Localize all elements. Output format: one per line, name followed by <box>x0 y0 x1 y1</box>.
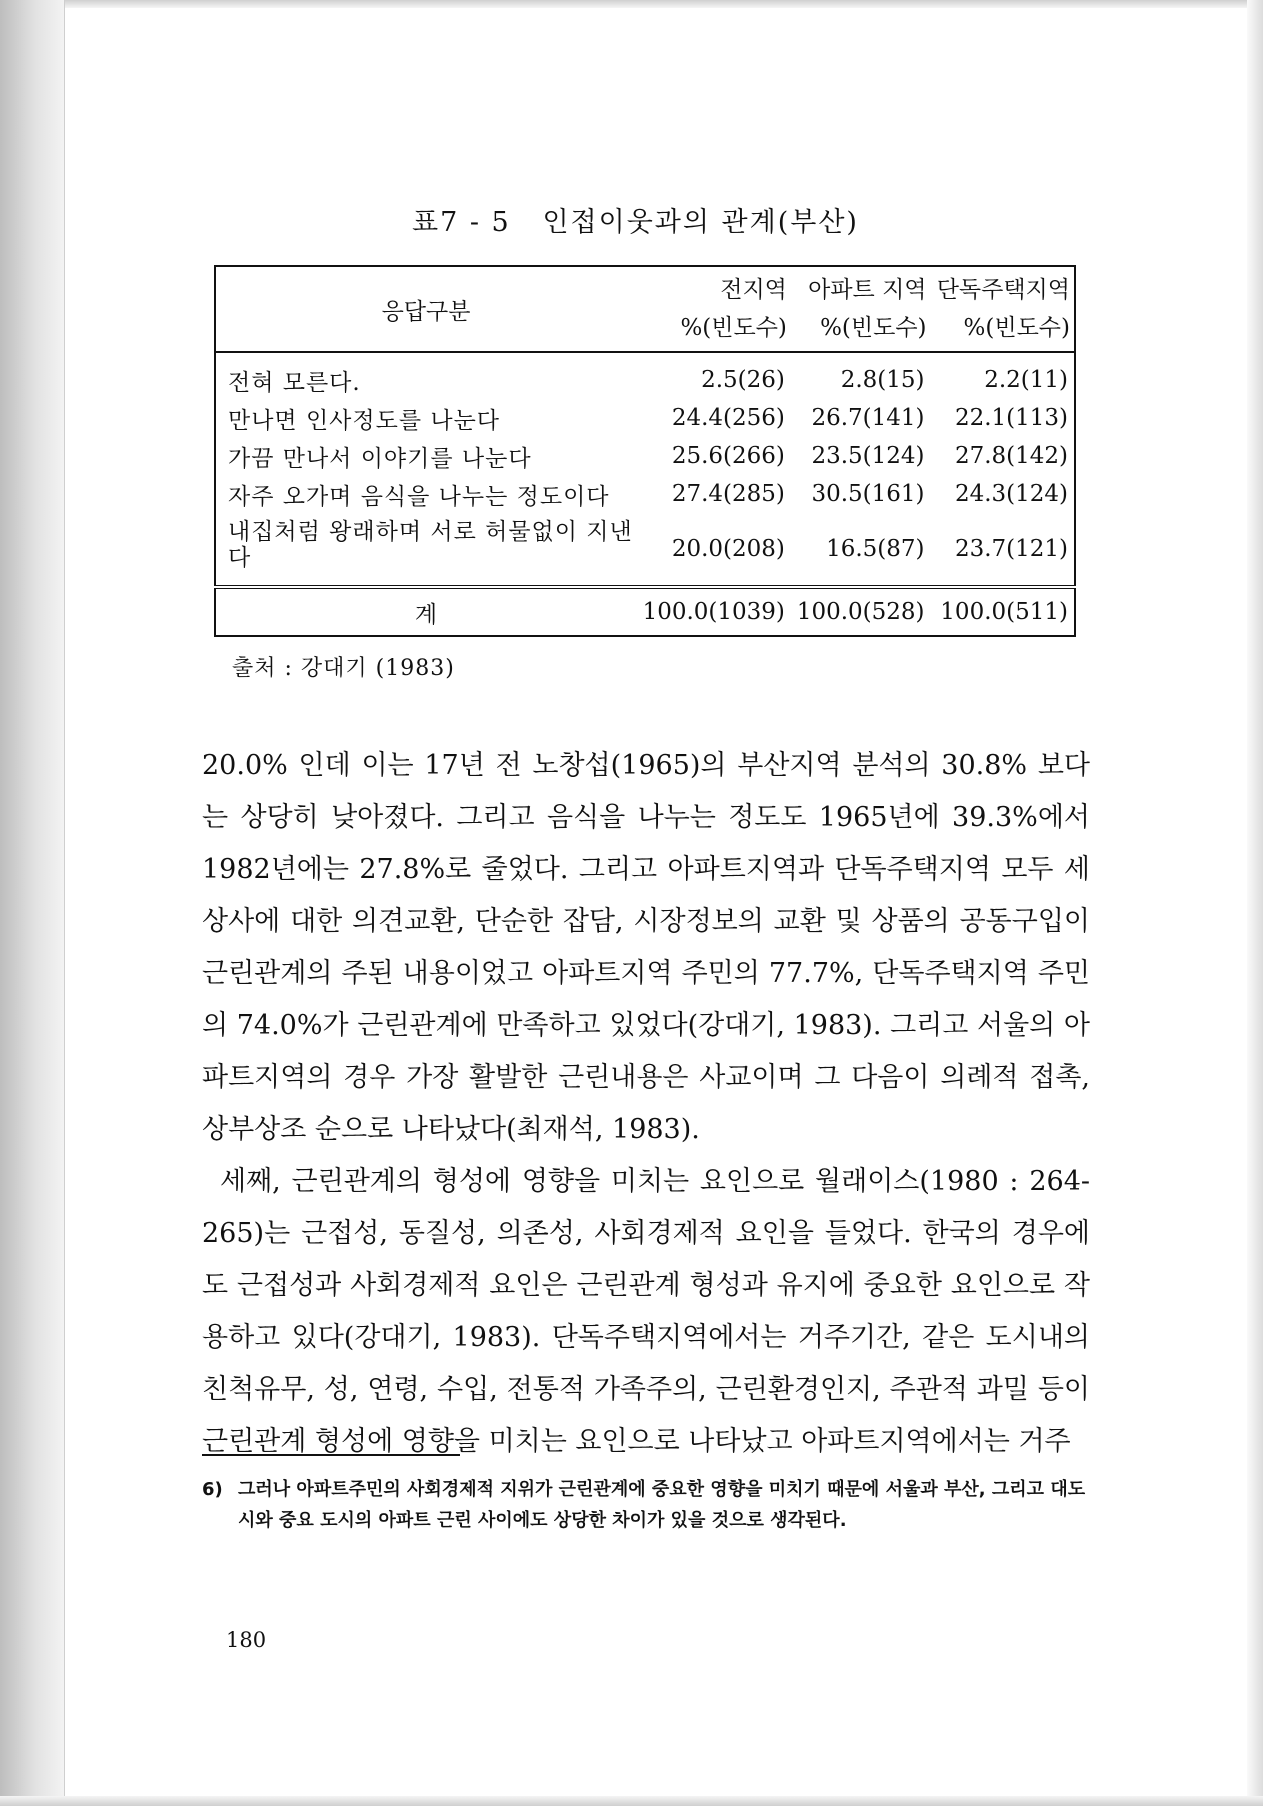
cell-value: 26.7(141) <box>811 405 925 431</box>
cell-value: 30.5(161) <box>811 481 925 507</box>
header-col-apartment <box>791 266 931 352</box>
header-col-apartment-unit: %(빈도수) <box>820 315 927 341</box>
cell-value: 2.8(15) <box>840 367 925 393</box>
data-table <box>214 265 1076 637</box>
header-row-label: 응답구분 <box>215 266 636 352</box>
cell-value: 2.5(26) <box>701 367 785 393</box>
cell-value: 24.3(124) <box>954 481 1068 507</box>
book-top-edge <box>0 0 1263 8</box>
row-label: 내집처럼 왕래하며 서로 허물없이 지낸다 <box>228 519 633 571</box>
footnote-number: 6) <box>202 1479 223 1500</box>
row-label: 자주 오가며 음식을 나누는 정도이다 <box>228 483 610 510</box>
table-row <box>215 475 1075 513</box>
table-source: 출처 : 강대기 (1983) <box>232 656 455 681</box>
row-label: 가끔 만나서 이야기를 나눈다 <box>228 445 532 472</box>
cell-value: 23.5(124) <box>811 443 925 469</box>
footnote-divider <box>202 1454 460 1456</box>
row-label: 만나면 인사정도를 나눈다 <box>228 407 501 434</box>
total-value: 100.0(1039) <box>636 587 791 636</box>
body-paragraph: 세째, 근린관계의 형성에 영향을 미치는 요인으로 월래이스(1980 : 264-265)는 근접성, 동질성, 의존성, 사회경제적 요인을 들었다. 한국의 경우에도 근접성과 사회경제적 요인은 근린관계 형성과 유지에 중요한 요인으로 작용하고 있다(강대기, 1983). 단독주택지역에서는 거주기간, 같은 도시내의 친척유무, 성, 연령, 수입, 전통적 가족주의, 근린환경인지, 주관적 과밀 등이 근린관계 형성에 영향을 미치는 요인으로 나타났고 아파트지역에서는 거주 <box>202 1166 1090 1457</box>
cell-value: 20.0(208) <box>671 536 785 562</box>
total-label: 계 <box>215 587 636 636</box>
book-spine-edge <box>0 0 65 1806</box>
header-col-detached <box>931 266 1075 352</box>
body-paragraph: 20.0% 인데 이는 17년 전 노창섭(1965)의 부산지역 분석의 30.8% 보다는 상당히 낮아졌다. 그리고 음식을 나누는 정도도 1965년에 39.3%에서 1982년에는 27.8%로 줄었다. 그리고 아파트지역과 단독주택지역 모두 세상사에 대한 의견교환, 단순한 잡담, 시장정보의 교환 및 상품의 공동구입이 근린관계의 주된 내용이었고 아파트지역 주민의 77.7%, 단독주택지역 주민의 74.0%가 근린관계에 만족하고 있었다(강대기, 1983). 그리고 서울의 아파트지역의 경우 가장 활발한 근린내용은 사교이며 그 다음이 의례적 접촉, 상부상조 순으로 나타났다(최재석, 1983). <box>202 750 1090 1145</box>
cell-value: 27.8(142) <box>954 443 1068 469</box>
row-label: 전혀 모른다. <box>228 369 361 396</box>
cell-value: 16.5(87) <box>826 536 925 562</box>
cell-value: 22.1(113) <box>954 405 1068 431</box>
body-text <box>202 740 1090 1468</box>
cell-value: 24.4(256) <box>671 405 785 431</box>
table-row <box>215 437 1075 475</box>
table-title: 표7 - 5 인접이웃과의 관계(부산) <box>412 207 859 238</box>
header-col-all <box>636 266 791 352</box>
header-col-all-unit: %(빈도수) <box>680 315 787 341</box>
header-col-detached-unit: %(빈도수) <box>963 315 1070 341</box>
table-row <box>215 352 1075 399</box>
total-value: 100.0(511) <box>931 587 1075 636</box>
cell-value: 2.2(11) <box>984 367 1068 393</box>
table-row <box>215 399 1075 437</box>
book-bottom-edge <box>0 1796 1263 1806</box>
page-right-shadow <box>1247 0 1263 1806</box>
header-col-detached-name: 단독주택지역 <box>936 277 1070 303</box>
table-total-row <box>215 587 1075 636</box>
cell-value: 27.4(285) <box>671 481 785 507</box>
footnote-text: 그러나 아파트주민의 사회경제적 지위가 근린관계에 중요한 영향을 미치기 때문에 서울과 부산, 그리고 대도시와 중요 도시의 아파트 근린 사이에도 상당한 차이가 있을 것으로 생각된다. <box>238 1479 1086 1531</box>
total-value: 100.0(528) <box>791 587 931 636</box>
page-number: 180 <box>226 1628 267 1652</box>
cell-value: 25.6(266) <box>671 443 785 469</box>
header-col-apartment-name: 아파트 지역 <box>808 277 927 303</box>
header-col-all-name: 전지역 <box>720 277 787 303</box>
footnote <box>202 1474 1090 1536</box>
table-header-row <box>215 266 1075 352</box>
table-row <box>215 513 1075 587</box>
cell-value: 23.7(121) <box>954 536 1068 562</box>
